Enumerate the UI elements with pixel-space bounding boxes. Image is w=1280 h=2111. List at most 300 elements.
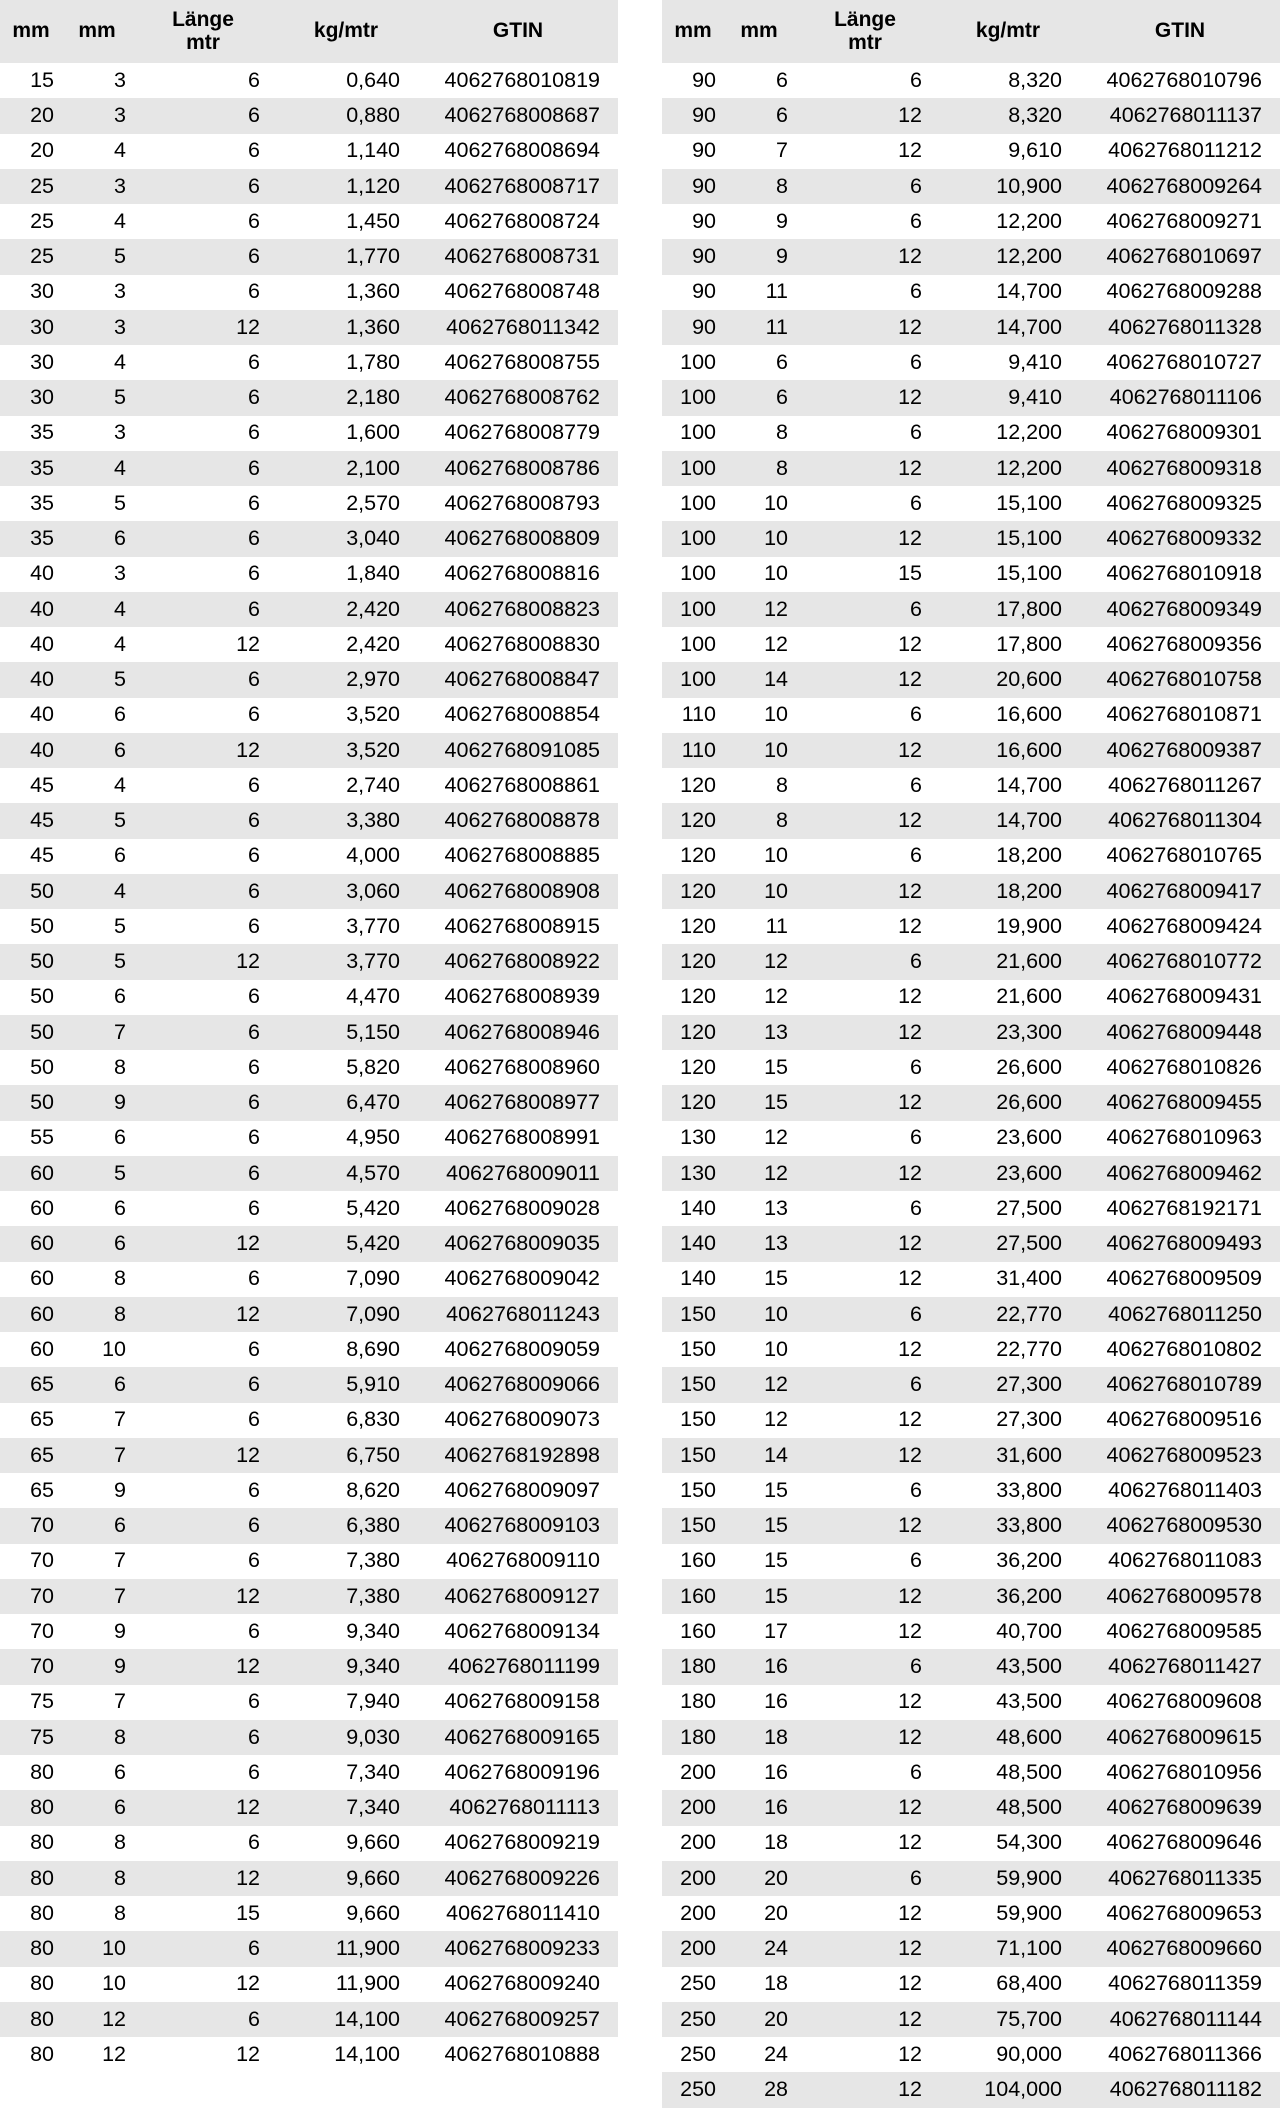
cell-gtin: 4062768008854 [418, 698, 618, 733]
table-row [662, 1367, 1280, 1402]
cell-weight-kg-mtr: 2,100 [274, 451, 418, 486]
cell-gtin: 4062768009073 [418, 1403, 618, 1438]
cell-length-mtr: 6 [794, 1297, 936, 1332]
cell-gtin: 4062768009165 [418, 1720, 618, 1755]
cell-gtin: 4062768010796 [1080, 63, 1280, 98]
cell-weight-kg-mtr: 27,300 [936, 1367, 1080, 1402]
cell-length-mtr: 6 [132, 380, 274, 415]
cell-thickness-mm: 10 [724, 874, 794, 909]
cell-length-mtr: 6 [132, 1685, 274, 1720]
cell-width-mm: 120 [662, 874, 724, 909]
cell-weight-kg-mtr: 12,200 [936, 204, 1080, 239]
table-row [0, 1755, 618, 1790]
cell-weight-kg-mtr: 16,600 [936, 698, 1080, 733]
table-row [662, 1297, 1280, 1332]
cell-thickness-mm: 15 [724, 1085, 794, 1120]
cell-weight-kg-mtr: 18,200 [936, 839, 1080, 874]
cell-weight-kg-mtr: 2,420 [274, 592, 418, 627]
cell-width-mm: 40 [0, 733, 62, 768]
cell-width-mm: 40 [0, 662, 62, 697]
cell-weight-kg-mtr: 33,800 [936, 1508, 1080, 1543]
cell-length-mtr: 6 [132, 1755, 274, 1790]
cell-weight-kg-mtr: 1,360 [274, 275, 418, 310]
cell-weight-kg-mtr: 8,690 [274, 1332, 418, 1367]
cell-length-mtr: 6 [132, 698, 274, 733]
cell-gtin: 4062768010871 [1080, 698, 1280, 733]
cell-gtin: 4062768009110 [418, 1544, 618, 1579]
cell-thickness-mm: 9 [724, 239, 794, 274]
table-row [662, 63, 1280, 98]
cell-width-mm: 180 [662, 1685, 724, 1720]
cell-thickness-mm: 3 [62, 275, 132, 310]
table-row [0, 1332, 618, 1367]
table-row [662, 557, 1280, 592]
cell-thickness-mm: 12 [62, 2037, 132, 2072]
cell-length-mtr: 12 [794, 1826, 936, 1861]
cell-thickness-mm: 6 [724, 63, 794, 98]
cell-gtin: 4062768010789 [1080, 1367, 1280, 1402]
cell-thickness-mm: 12 [724, 592, 794, 627]
cell-thickness-mm: 12 [62, 2002, 132, 2037]
cell-length-mtr: 6 [132, 134, 274, 169]
cell-width-mm: 60 [0, 1332, 62, 1367]
cell-length-mtr: 12 [794, 909, 936, 944]
cell-gtin: 4062768011144 [1080, 2002, 1280, 2037]
cell-weight-kg-mtr: 12,200 [936, 451, 1080, 486]
cell-weight-kg-mtr: 3,380 [274, 803, 418, 838]
cell-width-mm: 70 [0, 1544, 62, 1579]
cell-weight-kg-mtr: 7,090 [274, 1262, 418, 1297]
cell-length-mtr: 6 [132, 1508, 274, 1543]
cell-thickness-mm: 3 [62, 310, 132, 345]
cell-thickness-mm: 13 [724, 1191, 794, 1226]
cell-width-mm: 35 [0, 451, 62, 486]
cell-width-mm: 75 [0, 1720, 62, 1755]
cell-weight-kg-mtr: 1,450 [274, 204, 418, 239]
cell-weight-kg-mtr: 3,770 [274, 944, 418, 979]
table-header-row [0, 0, 618, 63]
cell-weight-kg-mtr: 33,800 [936, 1473, 1080, 1508]
cell-length-mtr: 15 [132, 1896, 274, 1931]
cell-width-mm: 25 [0, 169, 62, 204]
cell-gtin: 4062768011137 [1080, 98, 1280, 133]
cell-gtin: 4062768009387 [1080, 733, 1280, 768]
table-row [662, 2002, 1280, 2037]
table-row [0, 521, 618, 556]
cell-width-mm: 250 [662, 1967, 724, 2002]
cell-weight-kg-mtr: 17,800 [936, 592, 1080, 627]
cell-thickness-mm: 3 [62, 557, 132, 592]
cell-weight-kg-mtr: 9,610 [936, 134, 1080, 169]
cell-thickness-mm: 8 [62, 1826, 132, 1861]
cell-gtin: 4062768010826 [1080, 1050, 1280, 1085]
cell-gtin: 4062768008762 [418, 380, 618, 415]
cell-length-mtr: 6 [132, 1121, 274, 1156]
cell-length-mtr: 12 [132, 1967, 274, 2002]
table-row [662, 662, 1280, 697]
cell-gtin: 4062768011212 [1080, 134, 1280, 169]
cell-weight-kg-mtr: 17,800 [936, 627, 1080, 662]
cell-length-mtr: 6 [132, 592, 274, 627]
cell-weight-kg-mtr: 21,600 [936, 980, 1080, 1015]
table-body-left [0, 63, 618, 2072]
cell-length-mtr: 12 [794, 2072, 936, 2107]
cell-length-mtr: 12 [794, 1332, 936, 1367]
cell-gtin: 4062768008755 [418, 345, 618, 380]
cell-length-mtr: 6 [132, 557, 274, 592]
cell-gtin: 4062768009462 [1080, 1156, 1280, 1191]
cell-weight-kg-mtr: 7,380 [274, 1544, 418, 1579]
table-row [0, 944, 618, 979]
cell-width-mm: 70 [0, 1508, 62, 1543]
table-row [0, 2002, 618, 2037]
cell-gtin: 4062768009233 [418, 1931, 618, 1966]
col-header-mm-1: mm [662, 0, 724, 63]
cell-length-mtr: 6 [132, 1050, 274, 1085]
cell-thickness-mm: 4 [62, 345, 132, 380]
cell-weight-kg-mtr: 27,500 [936, 1226, 1080, 1261]
cell-width-mm: 30 [0, 380, 62, 415]
cell-weight-kg-mtr: 7,380 [274, 1579, 418, 1614]
cell-gtin: 4062768011410 [418, 1896, 618, 1931]
cell-gtin: 4062768010963 [1080, 1121, 1280, 1156]
table-row [0, 1403, 618, 1438]
cell-gtin: 4062768009196 [418, 1755, 618, 1790]
cell-length-mtr: 6 [132, 874, 274, 909]
cell-weight-kg-mtr: 4,470 [274, 980, 418, 1015]
cell-gtin: 4062768008748 [418, 275, 618, 310]
cell-length-mtr: 12 [794, 2037, 936, 2072]
cell-width-mm: 130 [662, 1156, 724, 1191]
cell-thickness-mm: 12 [724, 980, 794, 1015]
table-row [662, 733, 1280, 768]
cell-weight-kg-mtr: 59,900 [936, 1896, 1080, 1931]
cell-length-mtr: 6 [132, 2002, 274, 2037]
cell-width-mm: 150 [662, 1403, 724, 1438]
cell-length-mtr: 12 [794, 380, 936, 415]
cell-length-mtr: 6 [132, 768, 274, 803]
cell-gtin: 4062768011182 [1080, 2072, 1280, 2107]
cell-width-mm: 120 [662, 1050, 724, 1085]
cell-thickness-mm: 6 [62, 521, 132, 556]
cell-weight-kg-mtr: 8,320 [936, 63, 1080, 98]
cell-width-mm: 40 [0, 557, 62, 592]
cell-weight-kg-mtr: 9,660 [274, 1826, 418, 1861]
cell-weight-kg-mtr: 71,100 [936, 1931, 1080, 1966]
cell-thickness-mm: 6 [62, 839, 132, 874]
cell-gtin: 4062768011243 [418, 1297, 618, 1332]
cell-width-mm: 45 [0, 768, 62, 803]
cell-weight-kg-mtr: 2,420 [274, 627, 418, 662]
cell-length-mtr: 12 [132, 1297, 274, 1332]
cell-length-mtr: 6 [132, 98, 274, 133]
cell-length-mtr: 6 [794, 1755, 936, 1790]
table-row [662, 1579, 1280, 1614]
cell-length-mtr: 12 [794, 134, 936, 169]
cell-gtin: 4062768008687 [418, 98, 618, 133]
cell-weight-kg-mtr: 3,060 [274, 874, 418, 909]
cell-thickness-mm: 12 [724, 1403, 794, 1438]
table-row [662, 1896, 1280, 1931]
table-row [0, 204, 618, 239]
cell-thickness-mm: 8 [724, 416, 794, 451]
cell-gtin: 4062768011113 [418, 1790, 618, 1825]
cell-weight-kg-mtr: 23,600 [936, 1156, 1080, 1191]
cell-thickness-mm: 4 [62, 204, 132, 239]
table-row [0, 1544, 618, 1579]
cell-length-mtr: 12 [132, 1790, 274, 1825]
cell-weight-kg-mtr: 31,400 [936, 1262, 1080, 1297]
cell-gtin: 4062768009288 [1080, 275, 1280, 310]
cell-weight-kg-mtr: 48,500 [936, 1755, 1080, 1790]
table-row [0, 1931, 618, 1966]
cell-gtin: 4062768008915 [418, 909, 618, 944]
cell-width-mm: 25 [0, 239, 62, 274]
cell-weight-kg-mtr: 48,500 [936, 1790, 1080, 1825]
cell-thickness-mm: 10 [724, 733, 794, 768]
table-row [0, 1508, 618, 1543]
cell-gtin: 4062768009530 [1080, 1508, 1280, 1543]
cell-length-mtr: 6 [132, 345, 274, 380]
cell-width-mm: 45 [0, 803, 62, 838]
cell-weight-kg-mtr: 12,200 [936, 239, 1080, 274]
cell-width-mm: 120 [662, 980, 724, 1015]
table-row [662, 1826, 1280, 1861]
table-row [0, 1015, 618, 1050]
cell-length-mtr: 6 [132, 1403, 274, 1438]
cell-weight-kg-mtr: 7,090 [274, 1297, 418, 1332]
cell-thickness-mm: 7 [62, 1438, 132, 1473]
table-row [0, 909, 618, 944]
table-row [662, 1438, 1280, 1473]
cell-thickness-mm: 8 [62, 1896, 132, 1931]
cell-width-mm: 80 [0, 2002, 62, 2037]
cell-length-mtr: 6 [794, 63, 936, 98]
table-row [0, 698, 618, 733]
table-row [0, 839, 618, 874]
cell-gtin: 4062768010918 [1080, 557, 1280, 592]
cell-width-mm: 200 [662, 1755, 724, 1790]
cell-width-mm: 50 [0, 1085, 62, 1120]
cell-width-mm: 120 [662, 803, 724, 838]
cell-length-mtr: 6 [132, 909, 274, 944]
cell-width-mm: 40 [0, 592, 62, 627]
cell-weight-kg-mtr: 9,030 [274, 1720, 418, 1755]
cell-thickness-mm: 8 [724, 803, 794, 838]
cell-thickness-mm: 6 [724, 380, 794, 415]
table-row [0, 1226, 618, 1261]
table-row [0, 1649, 618, 1684]
cell-thickness-mm: 6 [62, 1508, 132, 1543]
table-row [0, 1085, 618, 1120]
cell-length-mtr: 6 [132, 275, 274, 310]
cell-gtin: 4062768011359 [1080, 1967, 1280, 2002]
table-row [0, 1367, 618, 1402]
cell-width-mm: 120 [662, 944, 724, 979]
table-row [662, 2037, 1280, 2072]
cell-length-mtr: 12 [794, 1015, 936, 1050]
cell-length-mtr: 12 [794, 662, 936, 697]
cell-gtin: 4062768010727 [1080, 345, 1280, 380]
cell-thickness-mm: 9 [724, 204, 794, 239]
cell-width-mm: 90 [662, 310, 724, 345]
cell-thickness-mm: 5 [62, 909, 132, 944]
table-row [0, 627, 618, 662]
table-row [0, 733, 618, 768]
cell-gtin: 4062768192171 [1080, 1191, 1280, 1226]
cell-weight-kg-mtr: 2,180 [274, 380, 418, 415]
table-row [0, 345, 618, 380]
cell-width-mm: 90 [662, 98, 724, 133]
table-row [662, 1931, 1280, 1966]
cell-weight-kg-mtr: 90,000 [936, 2037, 1080, 2072]
cell-width-mm: 60 [0, 1156, 62, 1191]
cell-thickness-mm: 12 [724, 1121, 794, 1156]
cell-gtin: 4062768010956 [1080, 1755, 1280, 1790]
cell-length-mtr: 12 [132, 1579, 274, 1614]
table-row [0, 1790, 618, 1825]
cell-width-mm: 90 [662, 134, 724, 169]
cell-length-mtr: 6 [794, 416, 936, 451]
cell-width-mm: 150 [662, 1508, 724, 1543]
cell-thickness-mm: 5 [62, 662, 132, 697]
cell-weight-kg-mtr: 3,520 [274, 733, 418, 768]
cell-thickness-mm: 20 [724, 2002, 794, 2037]
cell-thickness-mm: 10 [724, 486, 794, 521]
cell-weight-kg-mtr: 2,970 [274, 662, 418, 697]
cell-length-mtr: 6 [132, 662, 274, 697]
cell-gtin: 4062768008779 [418, 416, 618, 451]
cell-length-mtr: 6 [794, 1050, 936, 1085]
cell-thickness-mm: 5 [62, 944, 132, 979]
cell-length-mtr: 6 [132, 980, 274, 1015]
cell-length-mtr: 6 [132, 839, 274, 874]
cell-thickness-mm: 12 [724, 1156, 794, 1191]
table-row [0, 980, 618, 1015]
cell-weight-kg-mtr: 1,360 [274, 310, 418, 345]
col-header-laenge [794, 0, 936, 63]
cell-width-mm: 140 [662, 1191, 724, 1226]
cell-length-mtr: 12 [794, 98, 936, 133]
cell-width-mm: 100 [662, 627, 724, 662]
cell-length-mtr: 12 [794, 803, 936, 838]
cell-width-mm: 70 [0, 1614, 62, 1649]
cell-width-mm: 30 [0, 310, 62, 345]
cell-width-mm: 100 [662, 486, 724, 521]
cell-weight-kg-mtr: 21,600 [936, 944, 1080, 979]
cell-gtin: 4062768008908 [418, 874, 618, 909]
cell-length-mtr: 12 [132, 1438, 274, 1473]
cell-gtin: 4062768008861 [418, 768, 618, 803]
cell-weight-kg-mtr: 9,340 [274, 1649, 418, 1684]
cell-weight-kg-mtr: 9,660 [274, 1861, 418, 1896]
cell-gtin: 4062768011427 [1080, 1649, 1280, 1684]
cell-gtin: 4062768008694 [418, 134, 618, 169]
cell-gtin: 4062768008878 [418, 803, 618, 838]
cell-length-mtr: 12 [794, 733, 936, 768]
cell-weight-kg-mtr: 7,340 [274, 1755, 418, 1790]
cell-width-mm: 50 [0, 1050, 62, 1085]
cell-weight-kg-mtr: 0,640 [274, 63, 418, 98]
cell-width-mm: 60 [0, 1191, 62, 1226]
cell-gtin: 4062768009035 [418, 1226, 618, 1261]
cell-thickness-mm: 5 [62, 486, 132, 521]
cell-weight-kg-mtr: 1,120 [274, 169, 418, 204]
table-row [662, 1473, 1280, 1508]
cell-length-mtr: 12 [794, 1896, 936, 1931]
table-row [662, 980, 1280, 1015]
table-row [0, 1720, 618, 1755]
cell-thickness-mm: 6 [62, 1191, 132, 1226]
cell-thickness-mm: 8 [724, 451, 794, 486]
cell-length-mtr: 6 [132, 416, 274, 451]
cell-weight-kg-mtr: 14,700 [936, 803, 1080, 838]
cell-gtin: 4062768008885 [418, 839, 618, 874]
cell-weight-kg-mtr: 1,770 [274, 239, 418, 274]
cell-length-mtr: 6 [132, 1614, 274, 1649]
cell-gtin: 4062768009653 [1080, 1896, 1280, 1931]
cell-width-mm: 120 [662, 1085, 724, 1120]
cell-gtin: 4062768009127 [418, 1579, 618, 1614]
table-row [662, 1121, 1280, 1156]
cell-weight-kg-mtr: 0,880 [274, 98, 418, 133]
cell-gtin: 4062768009103 [418, 1508, 618, 1543]
cell-thickness-mm: 24 [724, 1931, 794, 1966]
cell-length-mtr: 12 [794, 1720, 936, 1755]
cell-length-mtr: 12 [132, 1649, 274, 1684]
cell-width-mm: 80 [0, 1931, 62, 1966]
table-row [662, 1156, 1280, 1191]
cell-gtin: 4062768009523 [1080, 1438, 1280, 1473]
cell-gtin: 4062768008946 [418, 1015, 618, 1050]
cell-weight-kg-mtr: 15,100 [936, 521, 1080, 556]
cell-weight-kg-mtr: 6,380 [274, 1508, 418, 1543]
cell-thickness-mm: 18 [724, 1967, 794, 2002]
table-row [662, 909, 1280, 944]
cell-width-mm: 50 [0, 1015, 62, 1050]
cell-gtin: 4062768009264 [1080, 169, 1280, 204]
cell-weight-kg-mtr: 7,340 [274, 1790, 418, 1825]
cell-length-mtr: 12 [794, 980, 936, 1015]
table-row [662, 1508, 1280, 1543]
cell-thickness-mm: 15 [724, 1262, 794, 1297]
cell-width-mm: 25 [0, 204, 62, 239]
cell-thickness-mm: 3 [62, 416, 132, 451]
cell-length-mtr: 12 [794, 627, 936, 662]
cell-thickness-mm: 9 [62, 1473, 132, 1508]
table-row [662, 1085, 1280, 1120]
cell-thickness-mm: 18 [724, 1720, 794, 1755]
table-row [662, 486, 1280, 521]
cell-gtin: 4062768009509 [1080, 1262, 1280, 1297]
cell-thickness-mm: 16 [724, 1755, 794, 1790]
cell-width-mm: 80 [0, 1755, 62, 1790]
cell-gtin: 4062768008939 [418, 980, 618, 1015]
cell-weight-kg-mtr: 1,840 [274, 557, 418, 592]
cell-gtin: 4062768011106 [1080, 380, 1280, 415]
cell-gtin: 4062768011250 [1080, 1297, 1280, 1332]
cell-width-mm: 250 [662, 2072, 724, 2107]
cell-thickness-mm: 17 [724, 1614, 794, 1649]
cell-length-mtr: 6 [132, 1262, 274, 1297]
cell-thickness-mm: 4 [62, 451, 132, 486]
cell-width-mm: 55 [0, 1121, 62, 1156]
cell-width-mm: 50 [0, 980, 62, 1015]
cell-length-mtr: 6 [794, 1367, 936, 1402]
table-row [0, 1191, 618, 1226]
cell-length-mtr: 6 [132, 1720, 274, 1755]
cell-weight-kg-mtr: 14,700 [936, 275, 1080, 310]
